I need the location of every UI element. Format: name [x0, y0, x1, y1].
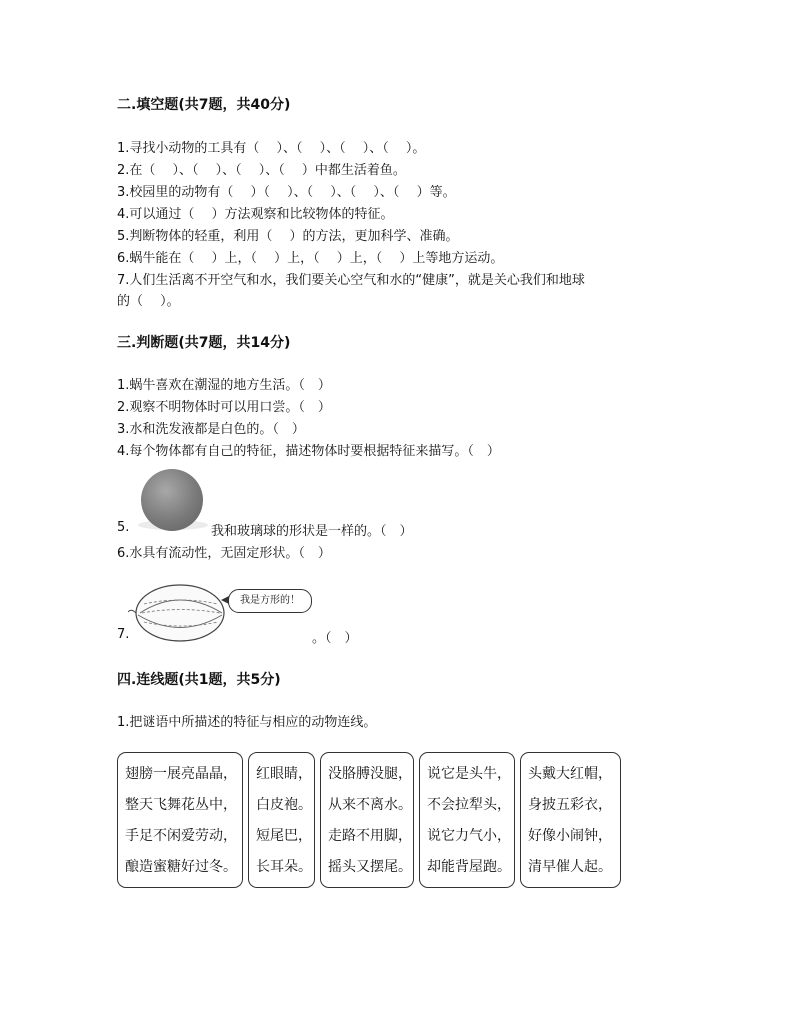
judge-q4: 4.每个物体都有自己的特征，描述物体时要根据特征来描写。（ ）	[117, 444, 500, 459]
section-4-title: 四.连线题(共1题，共5分)	[117, 672, 281, 688]
riddle-line: 长耳朵。	[256, 859, 312, 875]
riddle-line: 红眼睛，	[256, 766, 312, 782]
fill-q5: 5.判断物体的轻重，利用（ ）的方法，更加科学、准确。	[117, 229, 459, 244]
riddle-line: 摇头又摆尾。	[328, 859, 412, 875]
riddle-card-5	[520, 752, 621, 888]
judge-q3: 3.水和洗发液都是白色的。（ ）	[117, 422, 305, 437]
judge-q5-text: 我和玻璃球的形状是一样的。（ ）	[211, 524, 413, 539]
speech-bubble: 我是方形的！	[228, 589, 312, 613]
fill-q6: 6.蜗牛能在（ ）上，（ ）上，（ ）上，（ ）上等地方运动。	[117, 251, 504, 266]
riddle-line: 说它是头牛，	[427, 766, 511, 782]
riddle-line: 整天飞舞花丛中，	[125, 797, 237, 813]
judge-q6: 6.水具有流动性，无固定形状。（ ）	[117, 546, 331, 561]
section-2-title: 二.填空题(共7题，共40分)	[117, 97, 291, 113]
riddle-card-3	[320, 752, 414, 888]
riddle-line: 身披五彩衣，	[528, 797, 612, 813]
fill-q7-line1: 7.人们生活离不开空气和水，我们要关心空气和水的“健康”，就是关心我们和地球	[117, 273, 585, 288]
riddle-line: 手足不闲爱劳动，	[125, 828, 237, 844]
riddle-line: 清早催人起。	[528, 859, 612, 875]
judge-q7-number: 7.	[117, 627, 130, 642]
riddle-card-1	[117, 752, 243, 888]
fill-q3: 3.校园里的动物有（ ）（ ）、（ ）、（ ）、（ ）等。	[117, 185, 456, 200]
riddle-line: 走路不用脚，	[328, 828, 412, 844]
riddle-line: 说它力气小，	[427, 828, 511, 844]
judge-q2: 2.观察不明物体时可以用口尝。（ ）	[117, 400, 331, 415]
fill-q7-line2: 的（ ）。	[117, 294, 180, 309]
riddle-line: 不会拉犁头，	[427, 797, 511, 813]
riddle-card-4	[419, 752, 515, 888]
riddle-line: 头戴大红帽，	[528, 766, 612, 782]
riddle-line: 从来不离水。	[328, 797, 412, 813]
fill-q4: 4.可以通过（ ）方法观察和比较物体的特征。	[117, 207, 394, 222]
match-q1: 1.把谜语中所描述的特征与相应的动物连线。	[117, 715, 377, 730]
ball-image	[141, 469, 203, 531]
riddle-line: 翅膀一展亮晶晶，	[125, 766, 237, 782]
riddle-line: 短尾巴，	[256, 828, 312, 844]
fill-q1: 1.寻找小动物的工具有（ ）、（ ）、（ ）、（ ）。	[117, 141, 426, 156]
fill-q2: 2.在（ ）、（ ）、（ ）、（ ）中都生活着鱼。	[117, 163, 406, 178]
riddle-line: 酿造蜜糖好过冬。	[125, 859, 237, 875]
judge-q1: 1.蜗牛喜欢在潮湿的地方生活。（ ）	[117, 378, 331, 393]
section-3-title: 三.判断题(共7题，共14分)	[117, 335, 291, 351]
watermelon-image	[128, 582, 228, 644]
riddle-line: 白皮袍。	[256, 797, 312, 813]
judge-q7-text: 。（ ）	[312, 631, 358, 646]
riddle-line: 没胳膊没腿，	[328, 766, 412, 782]
riddle-card-2	[248, 752, 315, 888]
judge-q5-number: 5.	[117, 520, 130, 535]
riddle-line: 却能背屋跑。	[427, 859, 511, 875]
riddle-line: 好像小闹钟，	[528, 828, 612, 844]
